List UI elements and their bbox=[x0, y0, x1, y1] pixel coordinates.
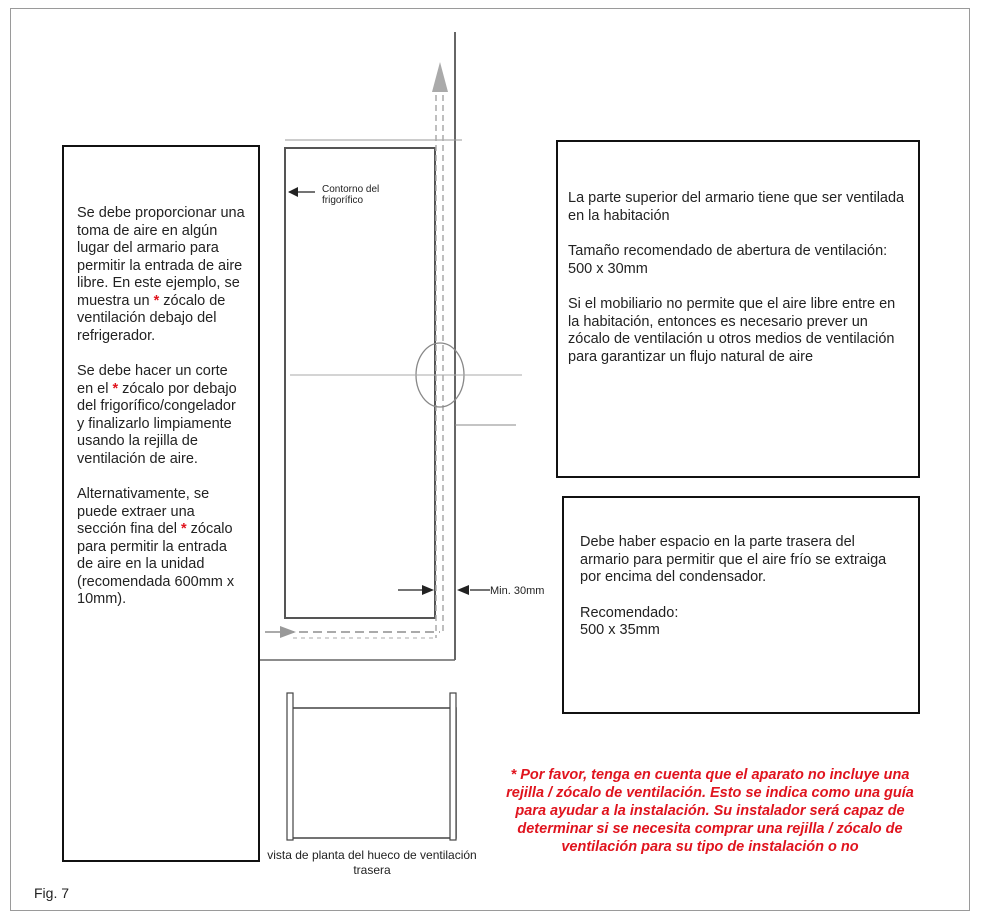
min-gap-label: Min. 30mm bbox=[490, 585, 545, 597]
top-para-2a: Tamaño recomendado de abertura de ventilación: bbox=[568, 243, 888, 259]
top-right-info-box bbox=[556, 140, 920, 478]
min-arrow-right-head bbox=[457, 585, 469, 595]
plan-view-right-rail bbox=[450, 693, 456, 840]
contour-arrowhead bbox=[288, 187, 298, 197]
plan-view-caption: vista de planta del hueco de ventilación trasera bbox=[267, 848, 477, 877]
top-para-2b: 500 x 30mm bbox=[568, 260, 648, 277]
mid-right-info-box bbox=[562, 496, 920, 714]
left-para-3: Alternativamente, se puede extraer una sección fina del * zócalo para permitir la entrada de aire en la unidad (recomendada 600mm x 10mm). bbox=[77, 486, 235, 607]
contour-label: Contorno del frigorífico bbox=[322, 184, 380, 206]
air-in-arrow bbox=[280, 626, 296, 638]
top-para-3: Si el mobiliario no permite que el aire libre entre en la habitación, entonces es necesario prever un zócalo de ventilación u otros medios de ventilación para garantizar un flujo natural de aire bbox=[568, 296, 896, 365]
left-para-2: Se debe hacer un corte en el * zócalo por debajo del frigorífico/congelador y finalizarlo limpiamente usando la rejilla de ventilación de aire. bbox=[77, 363, 237, 467]
asterisk-mark: * bbox=[112, 380, 119, 397]
plan-view-left-rail bbox=[287, 693, 293, 840]
asterisk-mark: * bbox=[153, 292, 160, 309]
top-para-1: La parte superior del armario tiene que ser ventilada en la habitación bbox=[568, 190, 905, 224]
asterisk-mark: * bbox=[180, 521, 187, 537]
mid-para-2b: 500 x 35mm bbox=[580, 622, 660, 638]
air-up-arrow bbox=[432, 62, 448, 92]
plan-view-opening bbox=[288, 708, 456, 838]
left-info-box bbox=[62, 145, 260, 862]
fridge-outline bbox=[285, 148, 435, 618]
min-arrow-left-head bbox=[422, 585, 434, 595]
figure-label: Fig. 7 bbox=[34, 885, 70, 901]
left-para-1: Se debe proporcionar una toma de aire en algún lugar del armario para permitir la entrada de aire libre. En este ejemplo, se muestra un * zócalo de ventilación debajo del refrigerador. bbox=[77, 205, 245, 344]
mid-para-1: Debe haber espacio en la parte trasera del armario para permitir que el aire frío se extraiga por encima del condensador. bbox=[580, 534, 887, 585]
disclaimer-note: * Por favor, tenga en cuenta que el aparato no incluye una rejilla / zócalo de ventilación. Esto se indica como una guía para ayudar a la instalación. Su instalador será capaz de determinar si se necesita comprar una rejilla / zócalo de ventilación para su tipo de instalación o no bbox=[506, 767, 914, 855]
mid-para-2a: Recomendado: bbox=[580, 604, 679, 621]
